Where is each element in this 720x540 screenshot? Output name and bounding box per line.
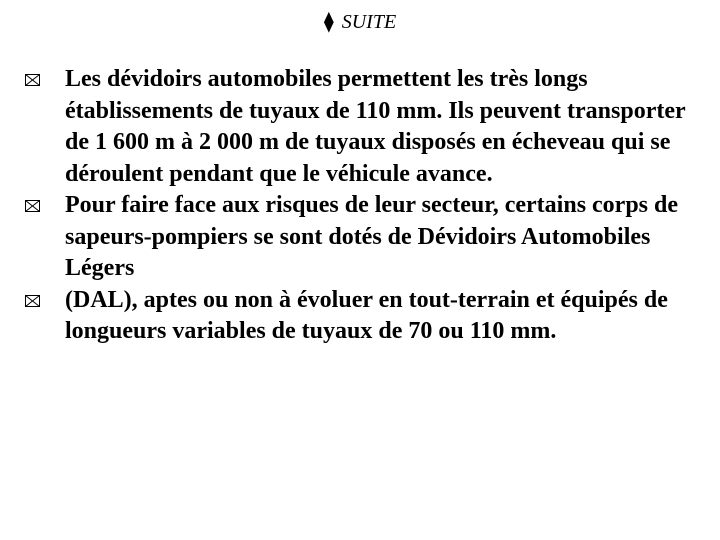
bullet-item [25,190,705,285]
bullet-text: Pour faire face aux risques de leur secteur, certains corps de sapeurs-pompiers se sont dotés de Dévidoirs Automobiles Légers [65,192,679,281]
envelope-icon [25,295,40,307]
bullet-item [25,285,705,348]
diamond-icon: ⧫ [323,11,334,33]
slide-header [0,8,720,36]
envelope-icon [25,74,40,86]
bullet-text: Les dévidoirs automobiles permettent les très longs établissements de tuyaux de 110 mm. Ils peuvent transporter de 1 600 m à 2 000 m de tuyaux disposés en écheveau qui se déroulent pendant que le véhicule avance. [65,66,686,187]
envelope-icon [25,200,40,212]
bullet-item [25,64,705,190]
bullet-list [25,64,705,348]
bullet-text: (DAL), aptes ou non à évoluer en tout-terrain et équipés de longueurs variables de tuyaux de 70 ou 110 mm. [65,286,668,344]
header-title: SUITE [341,11,397,33]
